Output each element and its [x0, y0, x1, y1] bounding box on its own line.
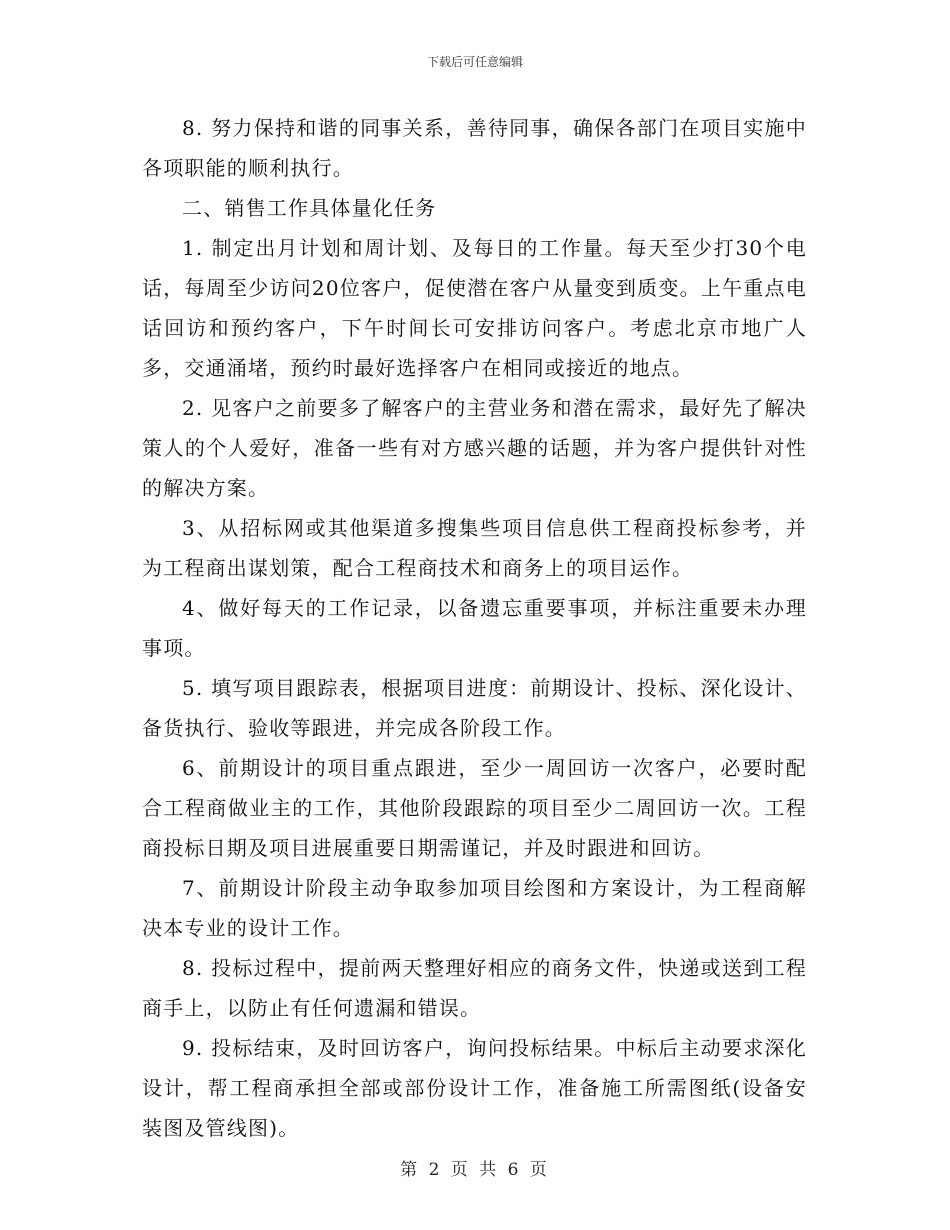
paragraph-task-3: 3、从招标网或其他渠道多搜集些项目信息供工程商投标参考，并为工程商出谋划策，配合工程商技术和商务上的项目运作。 — [142, 516, 807, 580]
section-heading-sales-tasks: 二、销售工作具体量化任务 — [182, 196, 437, 220]
paragraph-task-5: 5. 填写项目跟踪表，根据项目进度：前期设计、投标、深化设计、备货执行、验收等跟进，并完成各阶段工作。 — [142, 676, 807, 740]
paragraph-task-9: 9. 投标结束，及时回访客户，询问投标结果。中标后主动要求深化设计，帮工程商承担全部或部份设计工作，准备施工所需图纸(设备安装图及管线图)。 — [142, 1036, 807, 1140]
paragraph-task-7: 7、前期设计阶段主动争取参加项目绘图和方案设计，为工程商解决本专业的设计工作。 — [142, 876, 807, 940]
paragraph-task-4: 4、做好每天的工作记录，以备遗忘重要事项，并标注重要未办理事项。 — [142, 596, 807, 660]
page-header: 下载后可任意编辑 — [426, 55, 523, 69]
paragraph-task-6: 6、前期设计的项目重点跟进，至少一周回访一次客户，必要时配合工程商做业主的工作，其他阶段跟踪的项目至少二周回访一次。工程商投标日期及项目进展重要日期需谨记，并及时跟进和回访。 — [142, 756, 807, 860]
paragraph-item-8-colleagues: 8. 努力保持和谐的同事关系，善待同事，确保各部门在项目实施中各项职能的顺利执行。 — [142, 116, 807, 180]
paragraph-task-8: 8. 投标过程中，提前两天整理好相应的商务文件，快递或送到工程商手上，以防止有任何遗漏和错误。 — [142, 956, 807, 1020]
paragraph-task-1: 1. 制定出月计划和周计划、及每日的工作量。每天至少打30个电话，每周至少访问20位客户，促使潜在客户从量变到质变。上午重点电话回访和预约客户，下午时间长可安排访问客户。考虑北京市地广人多，交通涌堵，预约时最好选择客户在相同或接近的地点。 — [142, 236, 807, 380]
document-body — [142, 108, 807, 1148]
page-number: 第 2 页 共 6 页 — [400, 1160, 550, 1180]
paragraph-task-2: 2. 见客户之前要多了解客户的主营业务和潜在需求，最好先了解决策人的个人爱好，准备一些有对方感兴趣的话题，并为客户提供针对性的解决方案。 — [142, 396, 807, 500]
